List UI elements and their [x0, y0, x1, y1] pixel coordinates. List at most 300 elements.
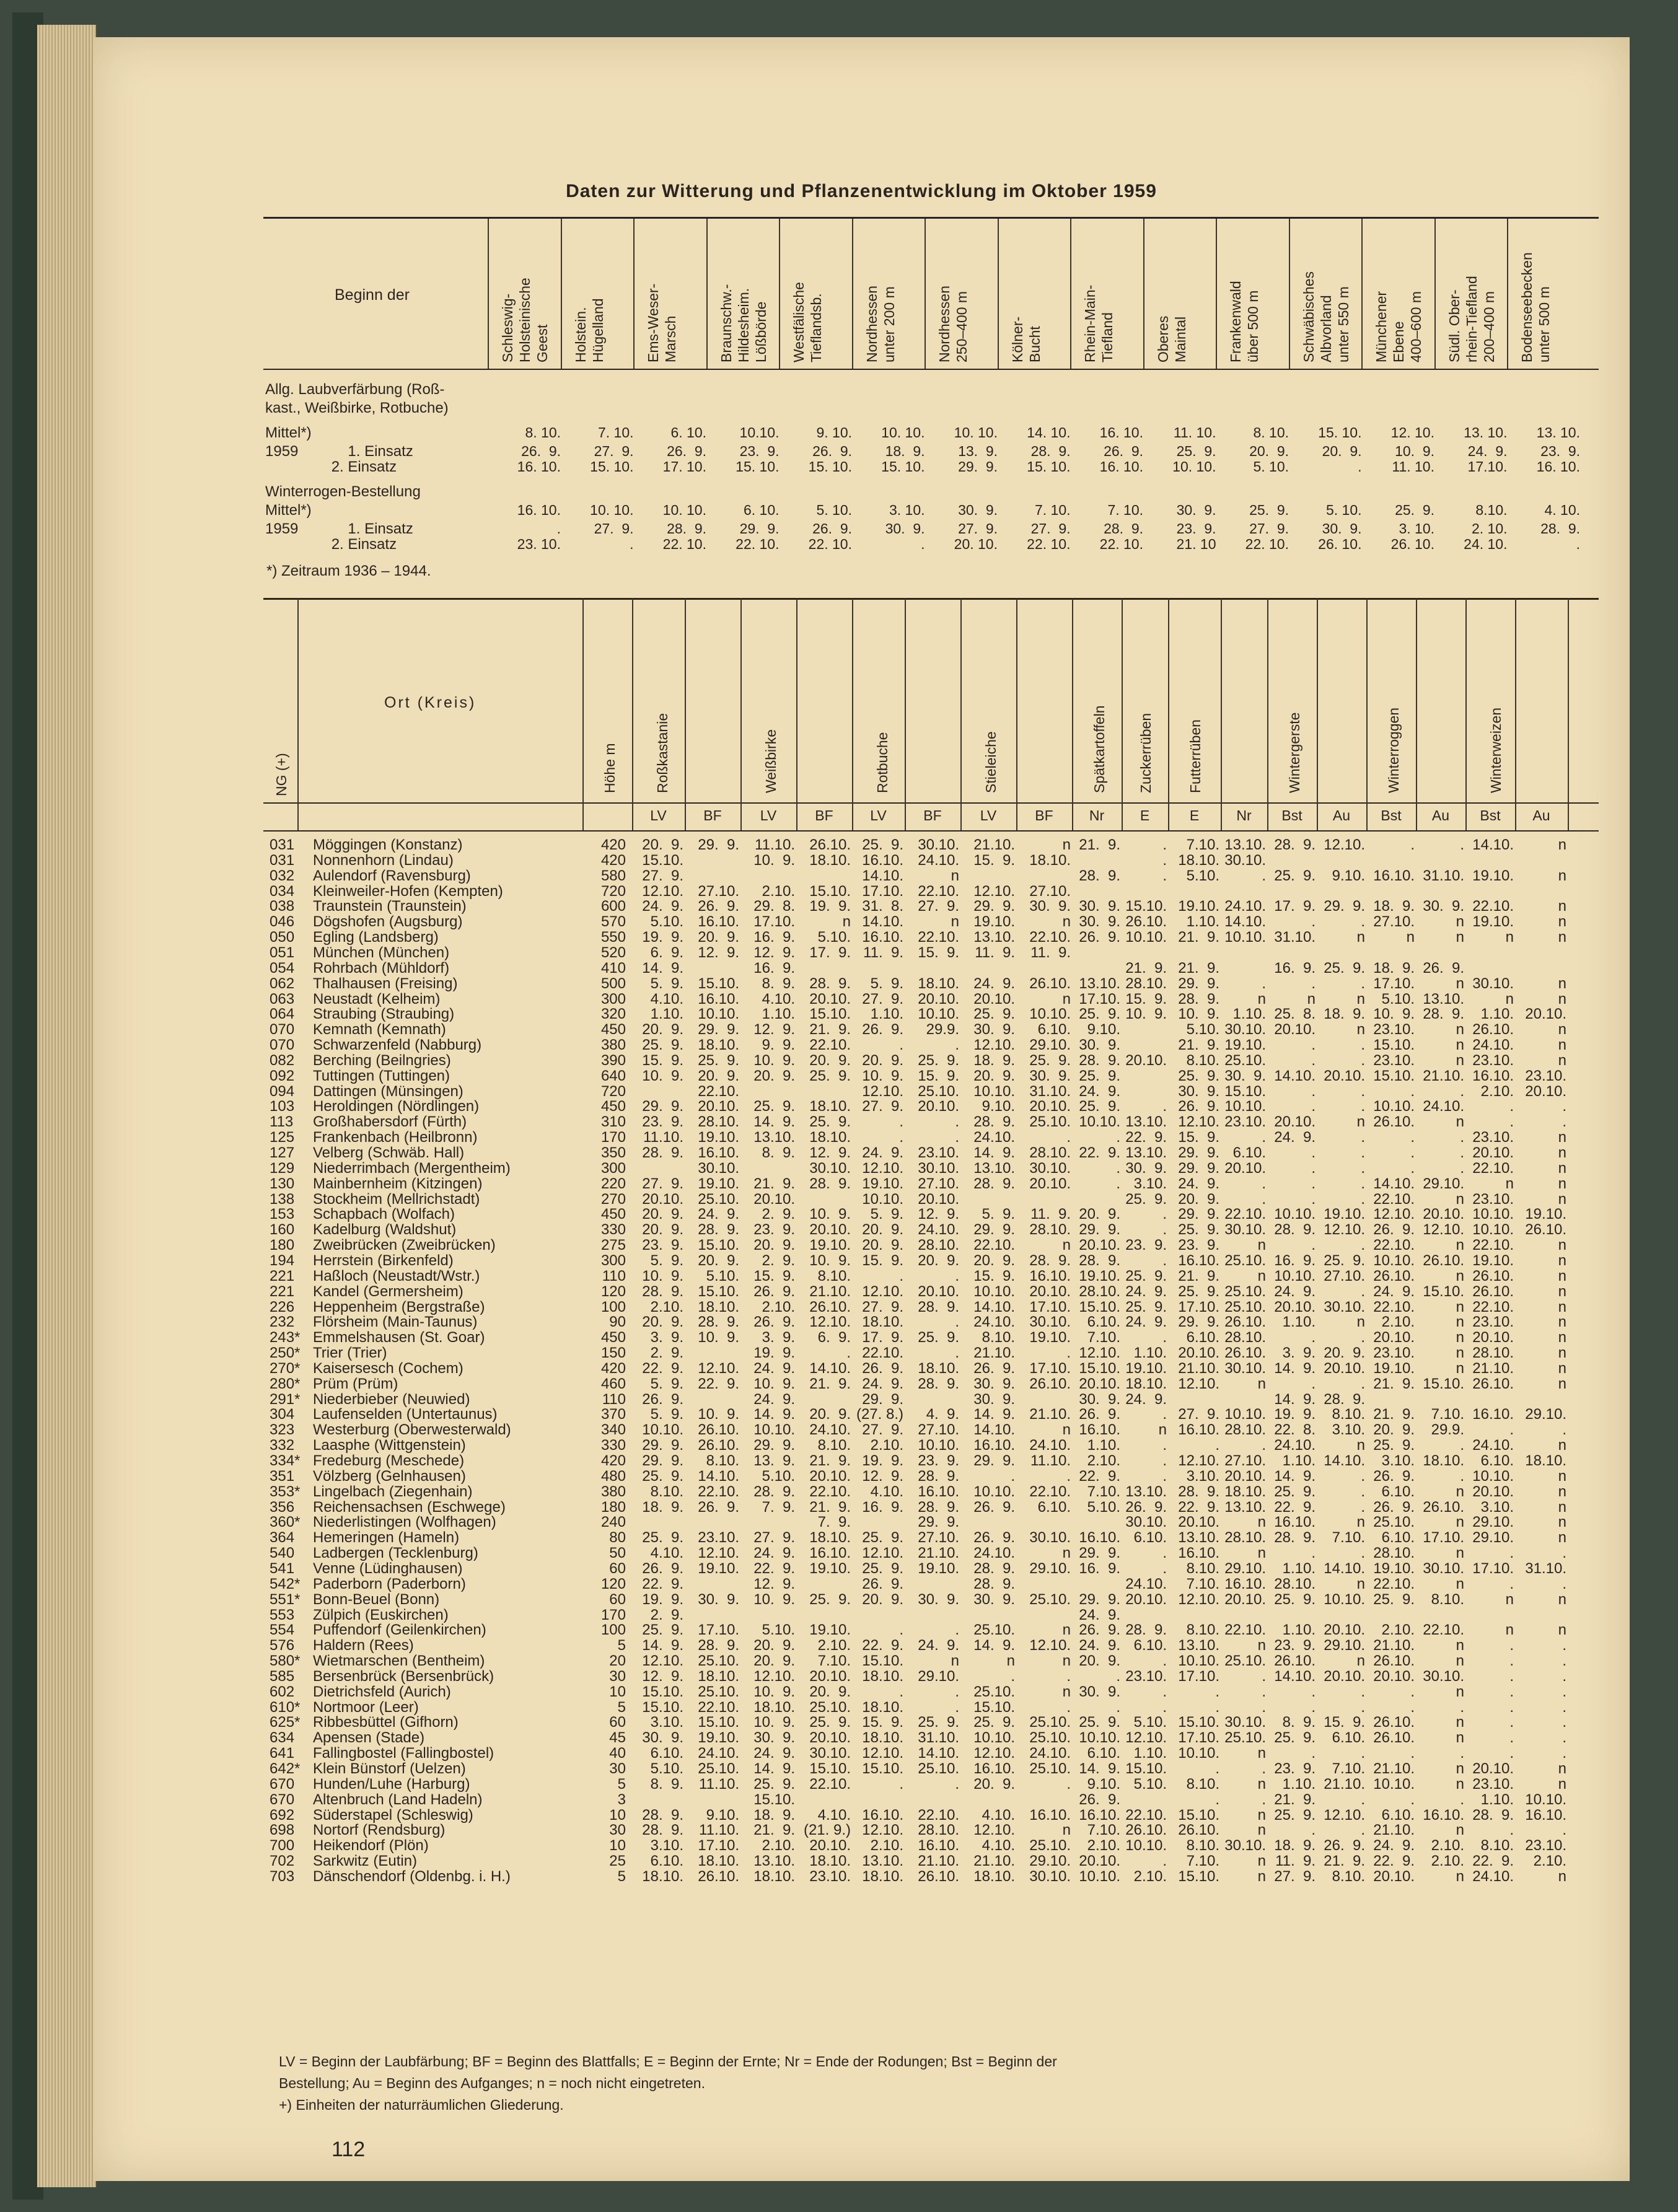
- date-cell: 12.10.: [1324, 1806, 1365, 1824]
- date-cell: 24. 9.: [753, 1359, 795, 1377]
- date-cell: 19.10.: [1373, 1359, 1415, 1377]
- date-cell: 14.10.: [1373, 1175, 1415, 1192]
- page-number: 112: [332, 2138, 366, 2161]
- top-cell: 13. 10.: [1536, 424, 1580, 441]
- date-cell: 25. 9.: [809, 1591, 851, 1608]
- date-cell: 29. 9.: [642, 1452, 683, 1469]
- date-cell: 2.10.: [1381, 1314, 1415, 1331]
- top-col-divider: [488, 219, 489, 369]
- date-cell: 7. 9.: [817, 1514, 851, 1531]
- place-name: Neustadt (Kelheim): [313, 990, 441, 1007]
- date-cell: .: [1162, 1437, 1167, 1454]
- date-cell: 21. 9.: [809, 1375, 851, 1392]
- top-cell: 25. 9.: [1176, 443, 1216, 459]
- date-cell: 25. 9.: [753, 1775, 795, 1793]
- date-cell: 22. 9.: [642, 1359, 683, 1377]
- date-cell: 1.10.: [1133, 1345, 1167, 1362]
- date-cell: .: [1509, 1652, 1514, 1670]
- place-name: Bonn-Beuel (Bonn): [313, 1591, 440, 1608]
- altitude: 5: [617, 1637, 626, 1654]
- date-cell: 2.10.: [1133, 1867, 1167, 1885]
- ng-code: 698: [270, 1822, 295, 1839]
- date-cell: 25. 9.: [1274, 1483, 1316, 1500]
- date-cell: .: [1066, 1775, 1071, 1793]
- top-cell: 5. 10.: [816, 502, 852, 518]
- date-cell: 18.10.: [1224, 1483, 1266, 1500]
- date-cell: n: [1406, 929, 1415, 946]
- date-cell: .: [1361, 1375, 1365, 1392]
- date-cell: 22.10.: [1224, 1206, 1266, 1223]
- date-cell: 26. 9.: [753, 1283, 795, 1300]
- ng-code: 334*: [270, 1452, 301, 1469]
- date-cell: 22.10.: [918, 882, 959, 900]
- date-cell: .: [1361, 1037, 1365, 1054]
- altitude: 580: [600, 867, 626, 884]
- ng-code: 034: [270, 882, 295, 900]
- date-cell: 10.10.: [753, 1421, 795, 1439]
- altitude: 90: [609, 1314, 626, 1331]
- date-cell: n: [1307, 990, 1316, 1007]
- date-cell: n: [1257, 1775, 1266, 1793]
- date-cell: 20.10.: [1224, 1591, 1266, 1608]
- date-cell: 2.10.: [1431, 1837, 1464, 1854]
- top-cell: 28. 9.: [1104, 520, 1143, 537]
- altitude: 370: [600, 1406, 626, 1423]
- top-cell: 14. 10.: [1027, 424, 1071, 441]
- date-cell: .: [899, 1267, 903, 1284]
- legend-line-2: Bestellung; Au = Beginn des Aufganges; n = noch nicht eingetreten.: [279, 2075, 705, 2091]
- date-cell: 26.10.: [1274, 1652, 1316, 1670]
- date-cell: 27.10.: [918, 1421, 959, 1439]
- date-cell: 7.10.: [1332, 1529, 1365, 1547]
- date-cell: 19.10.: [698, 1729, 739, 1747]
- date-cell: 25. 9.: [1029, 1051, 1071, 1069]
- date-cell: 25. 9.: [918, 1329, 959, 1346]
- place-name: Zweibrücken (Zweibrücken): [313, 1237, 496, 1254]
- ng-code: 127: [270, 1144, 295, 1161]
- date-cell: 10.10.: [1224, 1098, 1266, 1115]
- date-cell: 30.10.: [809, 1159, 851, 1177]
- ng-code: 194: [270, 1252, 295, 1269]
- date-cell: 16.10.: [862, 1806, 903, 1824]
- date-cell: 22. 9.: [1079, 1144, 1120, 1161]
- date-cell: n: [1558, 1591, 1566, 1608]
- date-cell: (27. 8.): [856, 1406, 903, 1423]
- top-cell: 11. 10.: [1392, 459, 1434, 475]
- ng-code: 280*: [270, 1375, 301, 1392]
- date-cell: 5.10.: [1381, 990, 1415, 1007]
- place-name: Dattingen (Münsingen): [313, 1082, 463, 1100]
- date-cell: n: [1558, 1129, 1566, 1146]
- altitude: 310: [600, 1113, 626, 1131]
- date-cell: 8.10.: [817, 1267, 851, 1284]
- date-cell: 10.10.: [1079, 1867, 1120, 1885]
- date-cell: 3. 9.: [1282, 1345, 1316, 1362]
- date-cell: 26. 9.: [973, 1359, 1015, 1377]
- altitude: 450: [600, 1329, 626, 1346]
- date-cell: 23.10.: [1125, 1667, 1167, 1685]
- date-cell: 15.10.: [809, 882, 851, 900]
- date-cell: 30. 9.: [1125, 1159, 1167, 1177]
- date-cell: 29. 9.: [642, 1437, 683, 1454]
- date-cell: 5. 9.: [870, 975, 903, 992]
- date-cell: 17.10.: [1423, 1529, 1464, 1547]
- date-cell: 28. 9.: [642, 1144, 683, 1161]
- date-cell: 21. 9.: [809, 1021, 851, 1038]
- date-cell: 10.10.: [1178, 1745, 1219, 1762]
- date-cell: 8.10.: [1480, 1837, 1514, 1854]
- top-cell: 23. 10.: [517, 536, 561, 552]
- date-cell: 21. 9.: [1373, 1375, 1415, 1392]
- date-cell: 12.10.: [862, 1545, 903, 1562]
- top-row-label: kast., Weißbirke, Rotbuche): [265, 400, 449, 416]
- date-cell: 6.10.: [1037, 1498, 1071, 1516]
- date-cell: 16.10.: [1079, 1806, 1120, 1824]
- date-cell: .: [1116, 1667, 1120, 1685]
- date-cell: n: [1558, 1267, 1566, 1284]
- ng-code: 356: [270, 1498, 295, 1516]
- date-cell: 8. 9.: [1282, 1714, 1316, 1731]
- top-cell: 3. 10.: [889, 502, 925, 518]
- altitude: 380: [600, 1483, 626, 1500]
- date-cell: 12.10.: [973, 1745, 1015, 1762]
- ng-code: 046: [270, 913, 295, 931]
- main-col-divider: [1072, 598, 1073, 830]
- date-cell: 28.10.: [1079, 1283, 1120, 1300]
- date-cell: 28.10.: [1274, 1575, 1316, 1592]
- date-cell: 25. 9.: [1274, 867, 1316, 884]
- ng-code: 064: [270, 1006, 295, 1023]
- date-cell: 20. 9.: [973, 1067, 1015, 1084]
- date-cell: 24. 9.: [973, 975, 1015, 992]
- date-cell: 6.10.: [1037, 1021, 1071, 1038]
- date-cell: 4.10.: [650, 1545, 683, 1562]
- date-cell: n: [1505, 990, 1514, 1007]
- top-region-header: Holstein. Hügelland: [572, 298, 606, 362]
- date-cell: 2. 9.: [650, 1345, 683, 1362]
- date-cell: 28. 9.: [1079, 1252, 1120, 1269]
- ng-code: 553: [270, 1606, 295, 1623]
- date-cell: 24.10.: [1029, 1745, 1071, 1762]
- date-cell: 17.10.: [1178, 1729, 1219, 1747]
- date-cell: 30. 9.: [698, 1591, 739, 1608]
- date-cell: .: [1311, 1051, 1316, 1069]
- place-name: München (München): [313, 944, 450, 961]
- date-cell: 10.10.: [1525, 1791, 1566, 1808]
- date-cell: 28. 9.: [753, 1483, 795, 1500]
- date-cell: 8.10.: [650, 1483, 683, 1500]
- date-cell: 5. 9.: [650, 1406, 683, 1423]
- date-cell: 2.10.: [762, 1837, 795, 1854]
- date-cell: 30.10.: [1423, 1560, 1464, 1577]
- place-name: Straubing (Straubing): [313, 1006, 455, 1023]
- date-cell: 15. 9.: [642, 1051, 683, 1069]
- date-cell: 27. 9.: [1178, 1406, 1219, 1423]
- date-cell: 26.10.: [1373, 1113, 1415, 1131]
- date-cell: 2. 9.: [762, 1252, 795, 1269]
- date-cell: 25. 9.: [1079, 1098, 1120, 1115]
- date-cell: 21. 9.: [809, 1498, 851, 1516]
- place-name: Flörsheim (Main-Taunus): [313, 1314, 478, 1331]
- date-cell: 29. 9.: [973, 1221, 1015, 1239]
- date-cell: 20.10.: [1423, 1206, 1464, 1223]
- ng-code: 625*: [270, 1714, 301, 1731]
- date-cell: 28.10.: [1373, 1545, 1415, 1562]
- date-cell: 12. 9.: [698, 944, 739, 961]
- date-cell: 23.10.: [1224, 1113, 1266, 1131]
- date-cell: 24.10.: [918, 851, 959, 869]
- top-cell: 6. 10.: [670, 424, 706, 441]
- date-cell: 28. 9.: [1029, 1252, 1071, 1269]
- date-cell: 18.10.: [1178, 851, 1219, 869]
- date-cell: 8.10.: [1186, 1837, 1219, 1854]
- date-cell: 22.10.: [1472, 1159, 1514, 1177]
- ng-code: 130: [270, 1175, 295, 1192]
- date-cell: 18.10.: [973, 1867, 1015, 1885]
- date-cell: n: [1456, 929, 1464, 946]
- ng-code: 670: [270, 1791, 295, 1808]
- date-cell: .: [1162, 1098, 1167, 1115]
- date-cell: 25.10.: [1224, 1283, 1266, 1300]
- date-cell: 10.10.: [1079, 1729, 1120, 1747]
- date-cell: .: [1162, 1206, 1167, 1223]
- place-name: Haldern (Rees): [313, 1637, 414, 1654]
- date-cell: 12.10.: [862, 1159, 903, 1177]
- date-cell: 30.10.: [918, 836, 959, 853]
- date-cell: 14.10.: [1274, 1667, 1316, 1685]
- sub-header: BF: [815, 807, 833, 823]
- date-cell: 15.10.: [1178, 1806, 1219, 1824]
- sub-header: Bst: [1281, 807, 1302, 823]
- date-cell: 8.10.: [1332, 1867, 1365, 1885]
- date-cell: 25.10.: [698, 1683, 739, 1700]
- date-cell: 30. 9.: [1079, 1683, 1120, 1700]
- date-cell: 10. 9.: [642, 1267, 683, 1284]
- top-cell: 20. 9.: [1249, 443, 1289, 459]
- place-name: Westerburg (Oberwesterwald): [313, 1421, 511, 1439]
- date-cell: 6. 9.: [650, 944, 683, 961]
- top-row-label: 2. Einsatz: [265, 536, 397, 553]
- column-header: Roßkastanie: [654, 713, 670, 793]
- ng-code: 250*: [270, 1345, 301, 1362]
- date-cell: .: [1066, 1667, 1071, 1685]
- date-cell: n: [1257, 1867, 1266, 1885]
- date-cell: 22.10.: [1224, 1622, 1266, 1639]
- date-cell: 22.10.: [918, 929, 959, 946]
- ng-code: 610*: [270, 1698, 301, 1716]
- date-cell: 26. 9.: [1373, 1498, 1415, 1516]
- date-cell: 20.10.: [809, 1837, 851, 1854]
- date-cell: 19. 9.: [1274, 1406, 1316, 1423]
- date-cell: .: [1410, 1698, 1415, 1716]
- date-cell: 29.9.: [1431, 1421, 1464, 1439]
- date-cell: 10. 9.: [698, 1406, 739, 1423]
- date-cell: 5.10.: [817, 929, 851, 946]
- date-cell: 6.10.: [1232, 1144, 1266, 1161]
- date-cell: 28. 9.: [1472, 1806, 1514, 1824]
- date-cell: n: [1558, 1359, 1566, 1377]
- date-cell: 15.10.: [1178, 1714, 1219, 1731]
- date-cell: 4.10.: [870, 1483, 903, 1500]
- date-cell: 27. 9.: [753, 1529, 795, 1547]
- top-cell: 30. 9.: [885, 520, 925, 537]
- ng-code: 353*: [270, 1483, 301, 1500]
- date-cell: 24. 9.: [753, 1545, 795, 1562]
- date-cell: 12.10.: [1079, 1345, 1120, 1362]
- date-cell: 6.10.: [650, 1745, 683, 1762]
- top-cell: 27. 9.: [1030, 520, 1071, 537]
- date-cell: .: [1361, 1175, 1365, 1192]
- date-cell: n: [1356, 990, 1365, 1007]
- date-cell: 29. 8.: [753, 898, 795, 915]
- ng-code: 580*: [270, 1652, 301, 1670]
- date-cell: 30. 9.: [1029, 1067, 1071, 1084]
- date-cell: 30. 9.: [973, 1375, 1015, 1392]
- date-cell: 29. 9.: [698, 1021, 739, 1038]
- date-cell: 16.10.: [1373, 867, 1415, 884]
- date-cell: 20. 9.: [753, 1237, 795, 1254]
- date-cell: .: [1311, 1329, 1316, 1346]
- date-cell: 16.10.: [973, 1437, 1015, 1454]
- date-cell: 30.10.: [698, 1159, 739, 1177]
- top-col-divider: [1143, 219, 1144, 369]
- date-cell: 10.10.: [973, 1483, 1015, 1500]
- date-cell: 14. 9.: [642, 1637, 683, 1654]
- date-cell: 16.10.: [1224, 1575, 1266, 1592]
- legend: [279, 2051, 1456, 2116]
- main-col-divider: [1568, 598, 1569, 830]
- date-cell: 28.10.: [1029, 1221, 1071, 1239]
- date-cell: .: [1162, 1853, 1167, 1870]
- date-cell: 26. 9.: [1079, 1791, 1120, 1808]
- date-cell: 26. 9.: [1178, 1098, 1219, 1115]
- date-cell: 28. 9.: [642, 1283, 683, 1300]
- date-cell: 24.10.: [1274, 1437, 1316, 1454]
- date-cell: n: [1558, 1051, 1566, 1069]
- date-cell: 30.10.: [1224, 1021, 1266, 1038]
- top-cell: 10. 10.: [1172, 459, 1216, 475]
- main-col-divider: [1416, 598, 1417, 830]
- date-cell: 19.10.: [1472, 1252, 1514, 1269]
- place-name: Altenbruch (Land Hadeln): [313, 1791, 483, 1808]
- date-cell: n: [1257, 1514, 1266, 1531]
- sub-header: BF: [1035, 807, 1053, 823]
- altitude: 5: [617, 1775, 626, 1793]
- top-cell: 7. 10.: [1034, 502, 1071, 518]
- date-cell: 22.10.: [1373, 1575, 1415, 1592]
- top-region-header: Bodenseebecken unter 500 m: [1519, 252, 1552, 362]
- date-cell: 12.10.: [698, 1545, 739, 1562]
- date-cell: n: [1356, 1652, 1365, 1670]
- place-name: Aulendorf (Ravensburg): [313, 867, 471, 884]
- ng-code: 180: [270, 1237, 295, 1254]
- altitude: 640: [600, 1067, 626, 1084]
- date-cell: 12.10.: [1029, 1637, 1071, 1654]
- date-cell: 20. 9.: [642, 1206, 683, 1223]
- top-cell: 27. 9.: [1249, 520, 1289, 537]
- date-cell: 10. 9.: [1125, 1006, 1167, 1023]
- date-cell: .: [1361, 1144, 1365, 1161]
- date-cell: .: [899, 1683, 903, 1700]
- date-cell: 30.10.: [1224, 1837, 1266, 1854]
- date-cell: 22. 9.: [1125, 1129, 1167, 1146]
- top-cell: 20. 10.: [954, 536, 998, 552]
- date-cell: 15.10.: [642, 1698, 683, 1716]
- date-cell: 16.10.: [1525, 1806, 1566, 1824]
- ng-code: 243*: [270, 1329, 301, 1346]
- date-cell: 13.10.: [973, 1159, 1015, 1177]
- date-cell: 14. 9.: [1274, 1390, 1316, 1408]
- date-cell: 26. 9.: [698, 898, 739, 915]
- date-cell: 23. 9.: [1274, 1637, 1316, 1654]
- column-header: Höhe m: [602, 743, 618, 793]
- date-cell: 16.10.: [1178, 1421, 1219, 1439]
- date-cell: 21.10.: [1178, 1359, 1219, 1377]
- date-cell: 25. 9.: [1373, 1591, 1415, 1608]
- date-cell: 22.10.: [1423, 1622, 1464, 1639]
- date-cell: 6.10.: [1381, 1529, 1415, 1547]
- date-cell: 18.10.: [809, 1529, 851, 1547]
- date-cell: 29. 9.: [1178, 1314, 1219, 1331]
- date-cell: .: [1311, 1190, 1316, 1208]
- date-cell: 1.10.: [762, 1006, 795, 1023]
- date-cell: 27.10.: [1373, 913, 1415, 931]
- top-cell: 29. 9.: [739, 520, 780, 537]
- date-cell: 21.10.: [973, 1345, 1015, 1362]
- date-cell: 17.10.: [1178, 1667, 1219, 1685]
- top-cell: 8.10.: [1475, 502, 1508, 518]
- top-cell: 28. 9.: [1540, 520, 1580, 537]
- ng-code: 270*: [270, 1359, 301, 1377]
- top-cell: 30. 9.: [1176, 502, 1216, 518]
- place-name: Heppenheim (Bergstraße): [313, 1298, 485, 1315]
- date-cell: 5.10.: [1186, 867, 1219, 884]
- date-cell: 20.10.: [1029, 1098, 1071, 1115]
- date-cell: .: [1361, 1791, 1365, 1808]
- ng-code: 700: [270, 1837, 295, 1854]
- column-header: Wintergerste: [1286, 712, 1302, 793]
- date-cell: 23.10.: [698, 1529, 739, 1547]
- altitude: 340: [600, 1421, 626, 1439]
- date-cell: .: [1215, 1683, 1219, 1700]
- date-cell: 28. 9.: [973, 1175, 1015, 1192]
- date-cell: 24. 9.: [698, 1206, 739, 1223]
- altitude: 5: [617, 1867, 626, 1885]
- date-cell: 18.10.: [698, 1667, 739, 1685]
- date-cell: 13.10.: [753, 1853, 795, 1870]
- place-name: Hunden/Luhe (Harburg): [313, 1775, 470, 1793]
- date-cell: 27. 9.: [642, 867, 683, 884]
- date-cell: 25. 9.: [753, 1098, 795, 1115]
- top-cell: 18. 9.: [885, 443, 925, 459]
- date-cell: 20.10.: [1178, 1514, 1219, 1531]
- date-cell: 25.10.: [809, 1698, 851, 1716]
- date-cell: 11. 9.: [1030, 944, 1071, 961]
- date-cell: 19.10.: [1079, 1267, 1120, 1284]
- date-cell: 13.10.: [1178, 1637, 1219, 1654]
- date-cell: 27.10.: [918, 1529, 959, 1547]
- top-row-label: 2. Einsatz: [265, 459, 397, 475]
- date-cell: 26.10.: [1525, 1221, 1566, 1239]
- date-cell: 11.10.: [1030, 1452, 1071, 1469]
- date-cell: 30. 9.: [973, 1591, 1015, 1608]
- date-cell: 1.10.: [870, 1006, 903, 1023]
- date-cell: .: [955, 1622, 959, 1639]
- date-cell: 28.10.: [1224, 1529, 1266, 1547]
- date-cell: 26.10.: [1224, 1345, 1266, 1362]
- altitude: 30: [609, 1760, 626, 1777]
- date-cell: 25.10.: [1224, 1051, 1266, 1069]
